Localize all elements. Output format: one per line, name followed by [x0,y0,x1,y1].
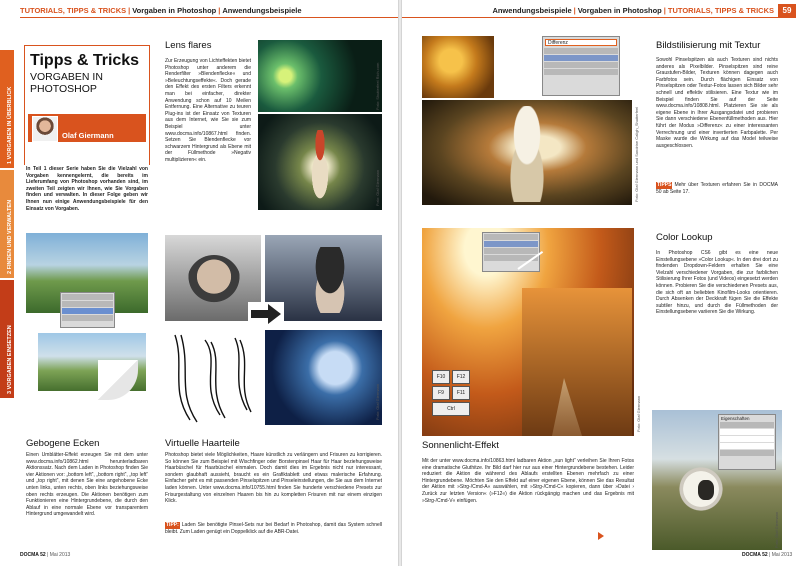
colorlookup-text: In Photoshop CS6 gibt es eine neue Einstellungsebene »Color Lookup«. In den drei dort zu findenden Dropdown-Feldern erhalten Sie eine Vielzahl verschiedener Vorgaben, die zur farblichen Stilisierung Ihrer Fotos (und Videos) eingesetzt werden können. Probieren Sie die verschiedenen Presets aus, die sich oft an beliebten Kinofilm-Looks orientieren. Durch Absenken der Deckkraft fügen Sie die Effekte subtiler hinzu, und durch die Füllmethoden der Einstellungsebene variieren Sie die Wirkung. [656,250,778,316]
key-f10: F10 [432,370,450,384]
actions-panel-sunlight [482,232,540,272]
color-lookup-properties-panel [718,414,776,470]
article-title: Vorgaben in Photoshop [577,6,662,15]
lensflare-credit-2: Foto: Olaf Giermann [375,169,380,206]
lensflare-result-photo [258,114,382,210]
blend-mode-select[interactable]: Differenz [545,39,617,46]
sonnenlicht-text: Mit der unter www.docma.info/10863.html ladbaren Aktion „sun light“ verleihen Sie Ihren Fotos eine dramatische Gluthitze. Ihr Bild darf hier nur aus einer Hintergrundebene bestehen. Leider reduziert die Aktion die während des Ablaufs erstellten Ebenen mehrfach zu einer Hintergrundebene. Möchten Sie den Effekt auf einer eigenen Ebene, können Sie das Resultat der Aktion mit »Strg-/Cmd-A« auswählen, mit »Strg-/Cmd-C« kopieren, dann über »Datei › Zurück zur letzten Version« (»F12«) die Aktion rückgängig machen und das Ergebnis mit »Strg-/Cmd-V« einfügen. [422,458,634,504]
right-page [402,0,800,566]
hair-before-photo [165,235,261,321]
chapter-tab-2[interactable]: 2 FINDEN UND VERWALTEN [0,170,14,278]
lensflare-credit-1: Foto: Shutterfeel Rich.com [375,62,380,110]
hair-fantasy-photo [265,330,382,425]
footer-right: DOCMA 52 | Mai 2013 [742,552,793,558]
page-curl [98,360,138,400]
lensflare-texture-photo [258,40,382,112]
properties-panel-title: Eigenschaften [721,416,750,421]
chapter-tabs [0,20,14,400]
header-rule [402,17,778,18]
lensflares-text: Zur Erzeugung von Lichteffekten bietet Photoshop unter anderem die Renderfilter »Blendenflecke« und »Beleuchtungseffekte«. Doch gerade den Effekt des ersten Filters erkennt man bei einfacher, direkter Anwendung schon auf 10 Meilen Entfernung. Eine Alternative zu teuren Plug-ins ist der Einsatz von Texturen aus dem Internet, wie Sie sie zum Beispiel unter www.docma.info/10867.html finden. Setzen Sie Blendenflecke vor schwarzem Hintergrund als Ebene mit der Füllmethode »Negativ multiplizieren« ein. [165,58,251,163]
textur-credit: Foto: Olaf Giermann und Sandrine Caligh_Shutterfeel [634,106,639,202]
article-title: Vorgaben in Photoshop [132,6,217,15]
key-f12: F12 [452,370,470,384]
lensflares-heading: Lens flares [165,40,212,51]
running-header-right: Anwendungsbeispiele | Vorgaben in Photoshop | TUTORIALS, TIPPS & TRICKS [492,6,774,15]
chapter-tab-3[interactable]: 3 VORGABEN EINSETZEN [0,280,14,398]
author-name: Olaf Giermann [62,131,114,140]
colorlookup-heading: Color Lookup [656,232,713,243]
before-after-arrow [248,302,284,326]
textured-portrait-photo [422,100,632,205]
sonnenlicht-heading: Sonnenlicht-Effekt [422,440,499,451]
key-f9: F9 [432,386,450,400]
key-ctrl: Ctrl [432,402,470,416]
section-label: TUTORIALS, TIPPS & TRICKS [667,6,774,15]
footer-left: DOCMA 52 | Mai 2013 [20,552,71,558]
textur-tip: TIPPS Mehr über Texturen erfahren Sie in DOCMA 50 ab Seite 17. [656,182,778,195]
haarteile-tip: TIPP: Laden Sie benötigte Pinsel-Sets nur bei Bedarf in Photoshop, damit das System schnell bleibt. Zum Laden genügt ein Doppelklick auf die ABR-Datei. [165,522,382,535]
hair-brush-strokes [165,330,257,425]
page-number: 59 [778,4,796,18]
texture-photo [422,36,494,98]
author-photo [32,116,58,142]
section-label: TUTORIALS, TIPPS & TRICKS [20,6,127,15]
article-subtitle: Anwendungsbeispiele [492,6,572,15]
haarteile-heading: Virtuelle Haarteile [165,438,240,449]
intro-subtitle: VORGABEN IN PHOTOSHOP [30,71,103,95]
colorlookup-credit: Foto: Olaf Giermann [774,511,779,548]
haarteile-text: Photoshop bietet viele Möglichkeiten, Haare künstlich zu verlängern und Frisuren zu korrigieren. So können Sie zum Beispiel mit Wischfinger oder Borstenpinsel Haar für Haar beziehungsweise Haarbüschel für Haarbüschel einmalen. Doch damit dies im Ergebnis nicht nur interessant, sondern glaubhaft aussieht, braucht es ein Grafiktablett und etwas malerische Erfahrung. Einfacher geht es mit passenden Pinselspitzen und Pinseleinstellungen, die Sie aus dem Internet laden können. Unter www.docma.info/10755.html finden Sie hunderte verschiedene Presets zur Frisurgestaltung von einzelnen Haaren bis hin zu kompletten Frisuren mit nur einem einzigen Klick. [165,452,382,505]
intro-text: In Teil 1 dieser Serie haben Sie die Vielzahl von Vorgaben kennengelernt, die bereits im Lieferumfang von Photoshop vorhanden sind, im zweiten Teil zeigten wir Ihnen, wie Sie Vorgaben finden und verwalten. In dieser Folge geben wir Ihnen nun einige Anwendungsbeispiele für den Einsatz von Vorgaben. [26,166,148,212]
woman-figure [304,130,336,200]
keyboard-keys [432,370,472,434]
left-page [0,0,398,566]
textur-heading: Bildstilisierung mit Textur [656,40,761,51]
running-header-left: TUTORIALS, TIPPS & TRICKS | Vorgaben in Photoshop | Anwendungsbeispiele [20,6,302,15]
haarteile-credit: Foto: Olaf Giermann [375,383,380,420]
sonnenlicht-credit: Foto: Olaf Giermann [636,395,641,432]
actions-panel-screenshot [60,292,115,328]
key-f11: F11 [452,386,470,400]
gebogene-heading: Gebogene Ecken [26,438,100,449]
intro-title: Tipps & Tricks [30,52,140,69]
article-subtitle: Anwendungsbeispiele [222,6,302,15]
textur-text: Sowohl Pinselspitzen als auch Texturen sind nichts anderes als Pixelbilder. Pinselspitzen sind reine Graustufen-Bilder, Texturen können dagegen auch Farbfotos sein. Durch flächigen Einsatz von Pinselspitzen oder Textur-Fotos lassen sich Bilder sehr schnell und effektiv stilisieren. Eine Textur wie im Beispiel finden Sie auf der Seite www.docma.info/10808.html. Platzieren Sie sie als eigene Ebene in Ihrer Ausgangsdatei und probieren Sie dann verschiedene Ebenenfüllmethoden aus. Hier führt der Modus »Differenz« zu einer interessanten Verrechnung und einer invertierten Farbpalette. Per Maske wurde die Wirkung auf das Model teilweise ausgeschlossen. [656,57,778,149]
gebogene-text: Einen Umblätter-Effekt erzeugen Sie mit dem unter www.docma.info/10862.html herunterladbaren Aktionssatz. Nach dem Laden in Photoshop finden Sie vier Aktionen vor: „bottom left“, „bottom right“, „top left“ und „top right“, mit denen Sie eine angehobene Ecke unten links, unten rechts, oben links beziehungsweise oben rechts erzeugen. Die Aktionen benötigen zum Funktionieren eine Hintergrundebene, die durch den Ablauf in eine normale Ebene vor transparentem Hintergrund umgewandelt wird. [26,452,148,518]
end-mark-icon [598,532,604,540]
layers-panel-screenshot [542,36,620,96]
header-rule [20,17,398,18]
chapter-tab-1[interactable]: 1 VORGABEN IN ÜBERBLICK [0,50,14,168]
